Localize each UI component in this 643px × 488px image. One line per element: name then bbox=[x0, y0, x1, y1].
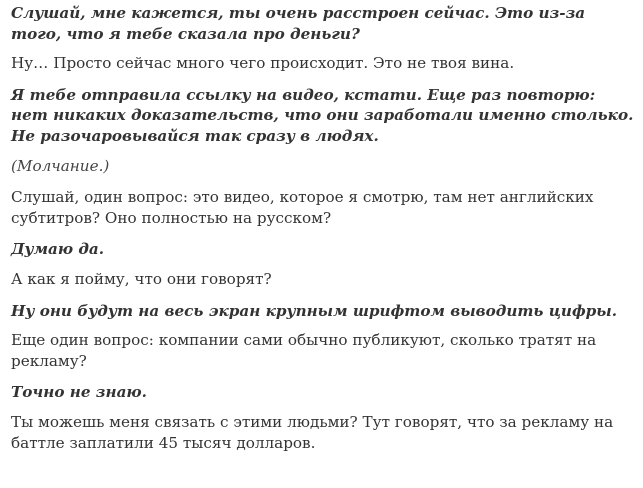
interviewer-answer-think-so: Думаю да. bbox=[11, 240, 105, 259]
interviewer-answer-dont-know: Точно не знаю. bbox=[11, 383, 147, 402]
interviewee-question-subtitles: Слушай, один вопрос: это видео, которое я смотрю, там нет английских субтитров? Оно полностью на русском? bbox=[11, 188, 594, 227]
interview-transcript bbox=[11, 3, 637, 453]
interviewer-question-money: Слушай, мне кажется, ты очень расстроен сейчас. Это из-за того, что я тебе сказала про деньги? bbox=[11, 4, 586, 43]
interviewee-question-contact: Ты можешь меня связать с этими людьми? Тут говорят, что за рекламу на баттле заплатили 45 тысяч долларов. bbox=[11, 412, 614, 452]
interviewee-question-understand: А как я пойму, что они говорят? bbox=[11, 269, 272, 288]
stage-note-silence: (Молчание.) bbox=[11, 156, 110, 175]
interviewer-question-video-link: Я тебе отправила ссылку на видео, кстати. Еще раз повторю: нет никаких доказательств, что они заработали именно столько. Не разочаровывайся так сразу в людях. bbox=[11, 85, 634, 145]
interviewee-question-ad-spend: Еще один вопрос: компании сами обычно публикуют, сколько тратят на рекламу? bbox=[11, 331, 597, 370]
interviewer-answer-numbers: Ну они будут на весь экран крупным шрифтом выводить цифры. bbox=[11, 301, 618, 320]
interviewee-answer-not-your-fault: Ну… Просто сейчас много чего происходит. Это не твоя вина. bbox=[11, 54, 515, 73]
